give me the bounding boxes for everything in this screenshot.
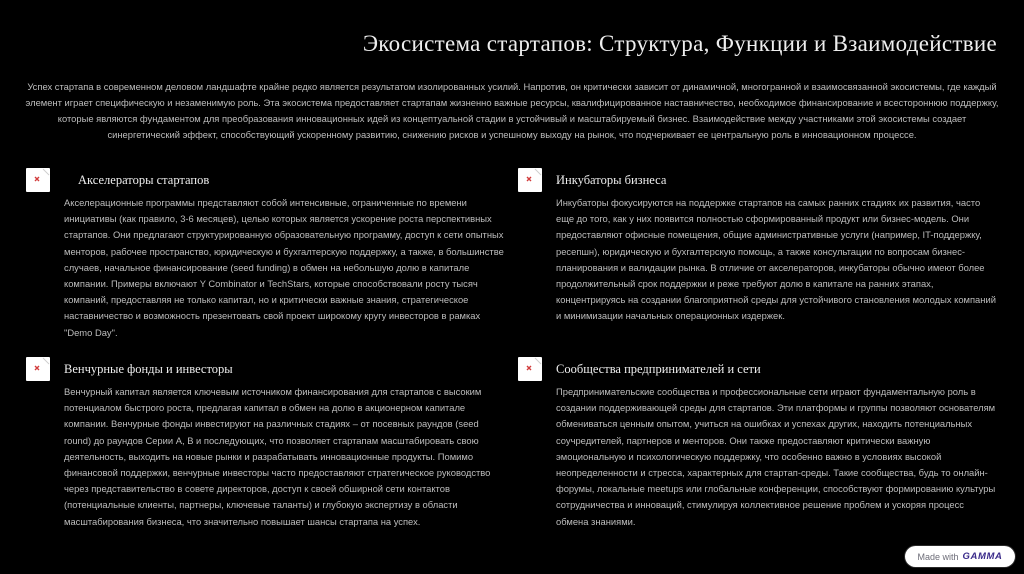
broken-image-icon xyxy=(518,168,542,192)
card-body: Акселерационные программы представляют собой интенсивные, ограниченные по времени инициативы (как правило, 3-6 месяцев), целью которых является ускорение роста перспективных стартапов. Они предлагают структурированную образовательную программу, доступ к сети опытных менторов, рабочее пространство, юридическую и бухгалтерскую поддержку, а также, в большинстве случаев, начальное финансирование (seed funding) в обмен на небольшую долю в капитале компании. Примеры включают Y Combinator и TechStars, которые способствовали росту тысяч компаний, предоставляя не только капитал, но и критически важные знания, стратегическое наставничество и возможность презентовать свой проект широкому кругу инвесторов в рамках "Demo Day". xyxy=(64,197,504,338)
intro-paragraph: Успех стартапа в современном деловом ландшафте крайне редко является результатом изолированных усилий. Напротив, он критически зависит от динамичной, многогранной и взаимосвязанной экосистемы, где каждый элемент играет специфическую и незаменимую роль. Эта экосистема предоставляет стартапам жизненно важные ресурсы, квалифицированное наставничество, необходимое финансирование и всестороннюю поддержку, которые являются фундаментом для преобразования инновационных идей из концептуальной стадии в устойчивый и масштабируемый бизнес. Взаимодействие между участниками этой экосистемы создает синергетический эффект, способствующий ускоренному развитию, снижению рисков и успешному выходу на рынок, что подчеркивает ее центральную роль в инновационном процессе. xyxy=(25,81,999,140)
card-incubators xyxy=(518,168,998,348)
broken-image-icon xyxy=(26,168,50,192)
badge-made-with-label: Made with xyxy=(917,551,959,562)
card-communities xyxy=(518,357,998,537)
card-title: Акселераторы стартапов xyxy=(78,173,210,187)
card-title: Инкубаторы бизнеса xyxy=(556,173,667,187)
broken-image-icon xyxy=(518,357,542,381)
broken-image-icon xyxy=(26,357,50,381)
card-body: Предпринимательские сообщества и профессиональные сети играют фундаментальную роль в создании поддерживающей среды для стартапов. Эти платформы и группы позволяют основателям обмениваться ценным опытом, учиться на ошибках и успехах других, находить потенциальных соучредителей, партнеров и менторов. Они также предоставляют критически важную эмоциональную и психологическую поддержку, что особенно важно в условиях высокой неопределенности и стресса, характерных для стартап-среды. Такие сообщества, будь то онлайн-форумы, локальные meetups или глобальные конференции, способствуют формированию культуры сотрудничества и инноваций, стимулируя коллективное решение проблем и ускоряя процесс обмена знаниями. xyxy=(556,386,996,527)
card-title: Венчурные фонды и инвесторы xyxy=(64,362,233,376)
card-accelerators xyxy=(26,168,506,348)
card-body: Инкубаторы фокусируются на поддержке стартапов на самых ранних стадиях их развития, часто еще до того, как у них появится полностью сформированный продукт или бизнес-модель. Они предоставляют офисные помещения, общие административные услуги (например, IT-поддержку, ресепшн), юридическую и бухгалтерскую помощь, а также консультации по вопросам бизнес-планирования и валидации рынка. В отличие от акселераторов, инкубаторы обычно имеют более продолжительный срок поддержки и реже требуют долю в капитале на ранних этапах, концентрируясь на создании благоприятной среды для устойчивого становления молодых компаний и минимизации начальных операционных издержек. xyxy=(556,197,996,322)
card-title: Сообщества предпринимателей и сети xyxy=(556,362,761,376)
gamma-logo: GAMMA xyxy=(962,551,1003,562)
made-with-gamma-badge[interactable] xyxy=(905,546,1015,567)
card-body: Венчурный капитал является ключевым источником финансирования для стартапов с высоким потенциалом быстрого роста, предлагая капитал в обмен на долю в акционерном капитале компании. Венчурные фонды инвестируют на различных стадиях – от посевных раундов (seed round) до раундов Серии A, B и последующих, что позволяет стартапам масштабировать свою деятельность, выходить на новые рынки и разрабатывать инновационные продукты. Помимо финансовой поддержки, венчурные инвесторы часто предоставляют стратегическое руководство через представительство в совете директоров, доступ к своей обширной сети контактов (потенциальные клиенты, партнеры, ключевые таланты) и глубокую экспертизу в области масштабирования бизнеса, что значительно повышает шансы стартапа на успех. xyxy=(64,386,491,527)
page-title: Экосистема стартапов: Структура, Функции и Взаимодействие xyxy=(362,31,997,56)
card-venture-funds xyxy=(26,357,506,537)
